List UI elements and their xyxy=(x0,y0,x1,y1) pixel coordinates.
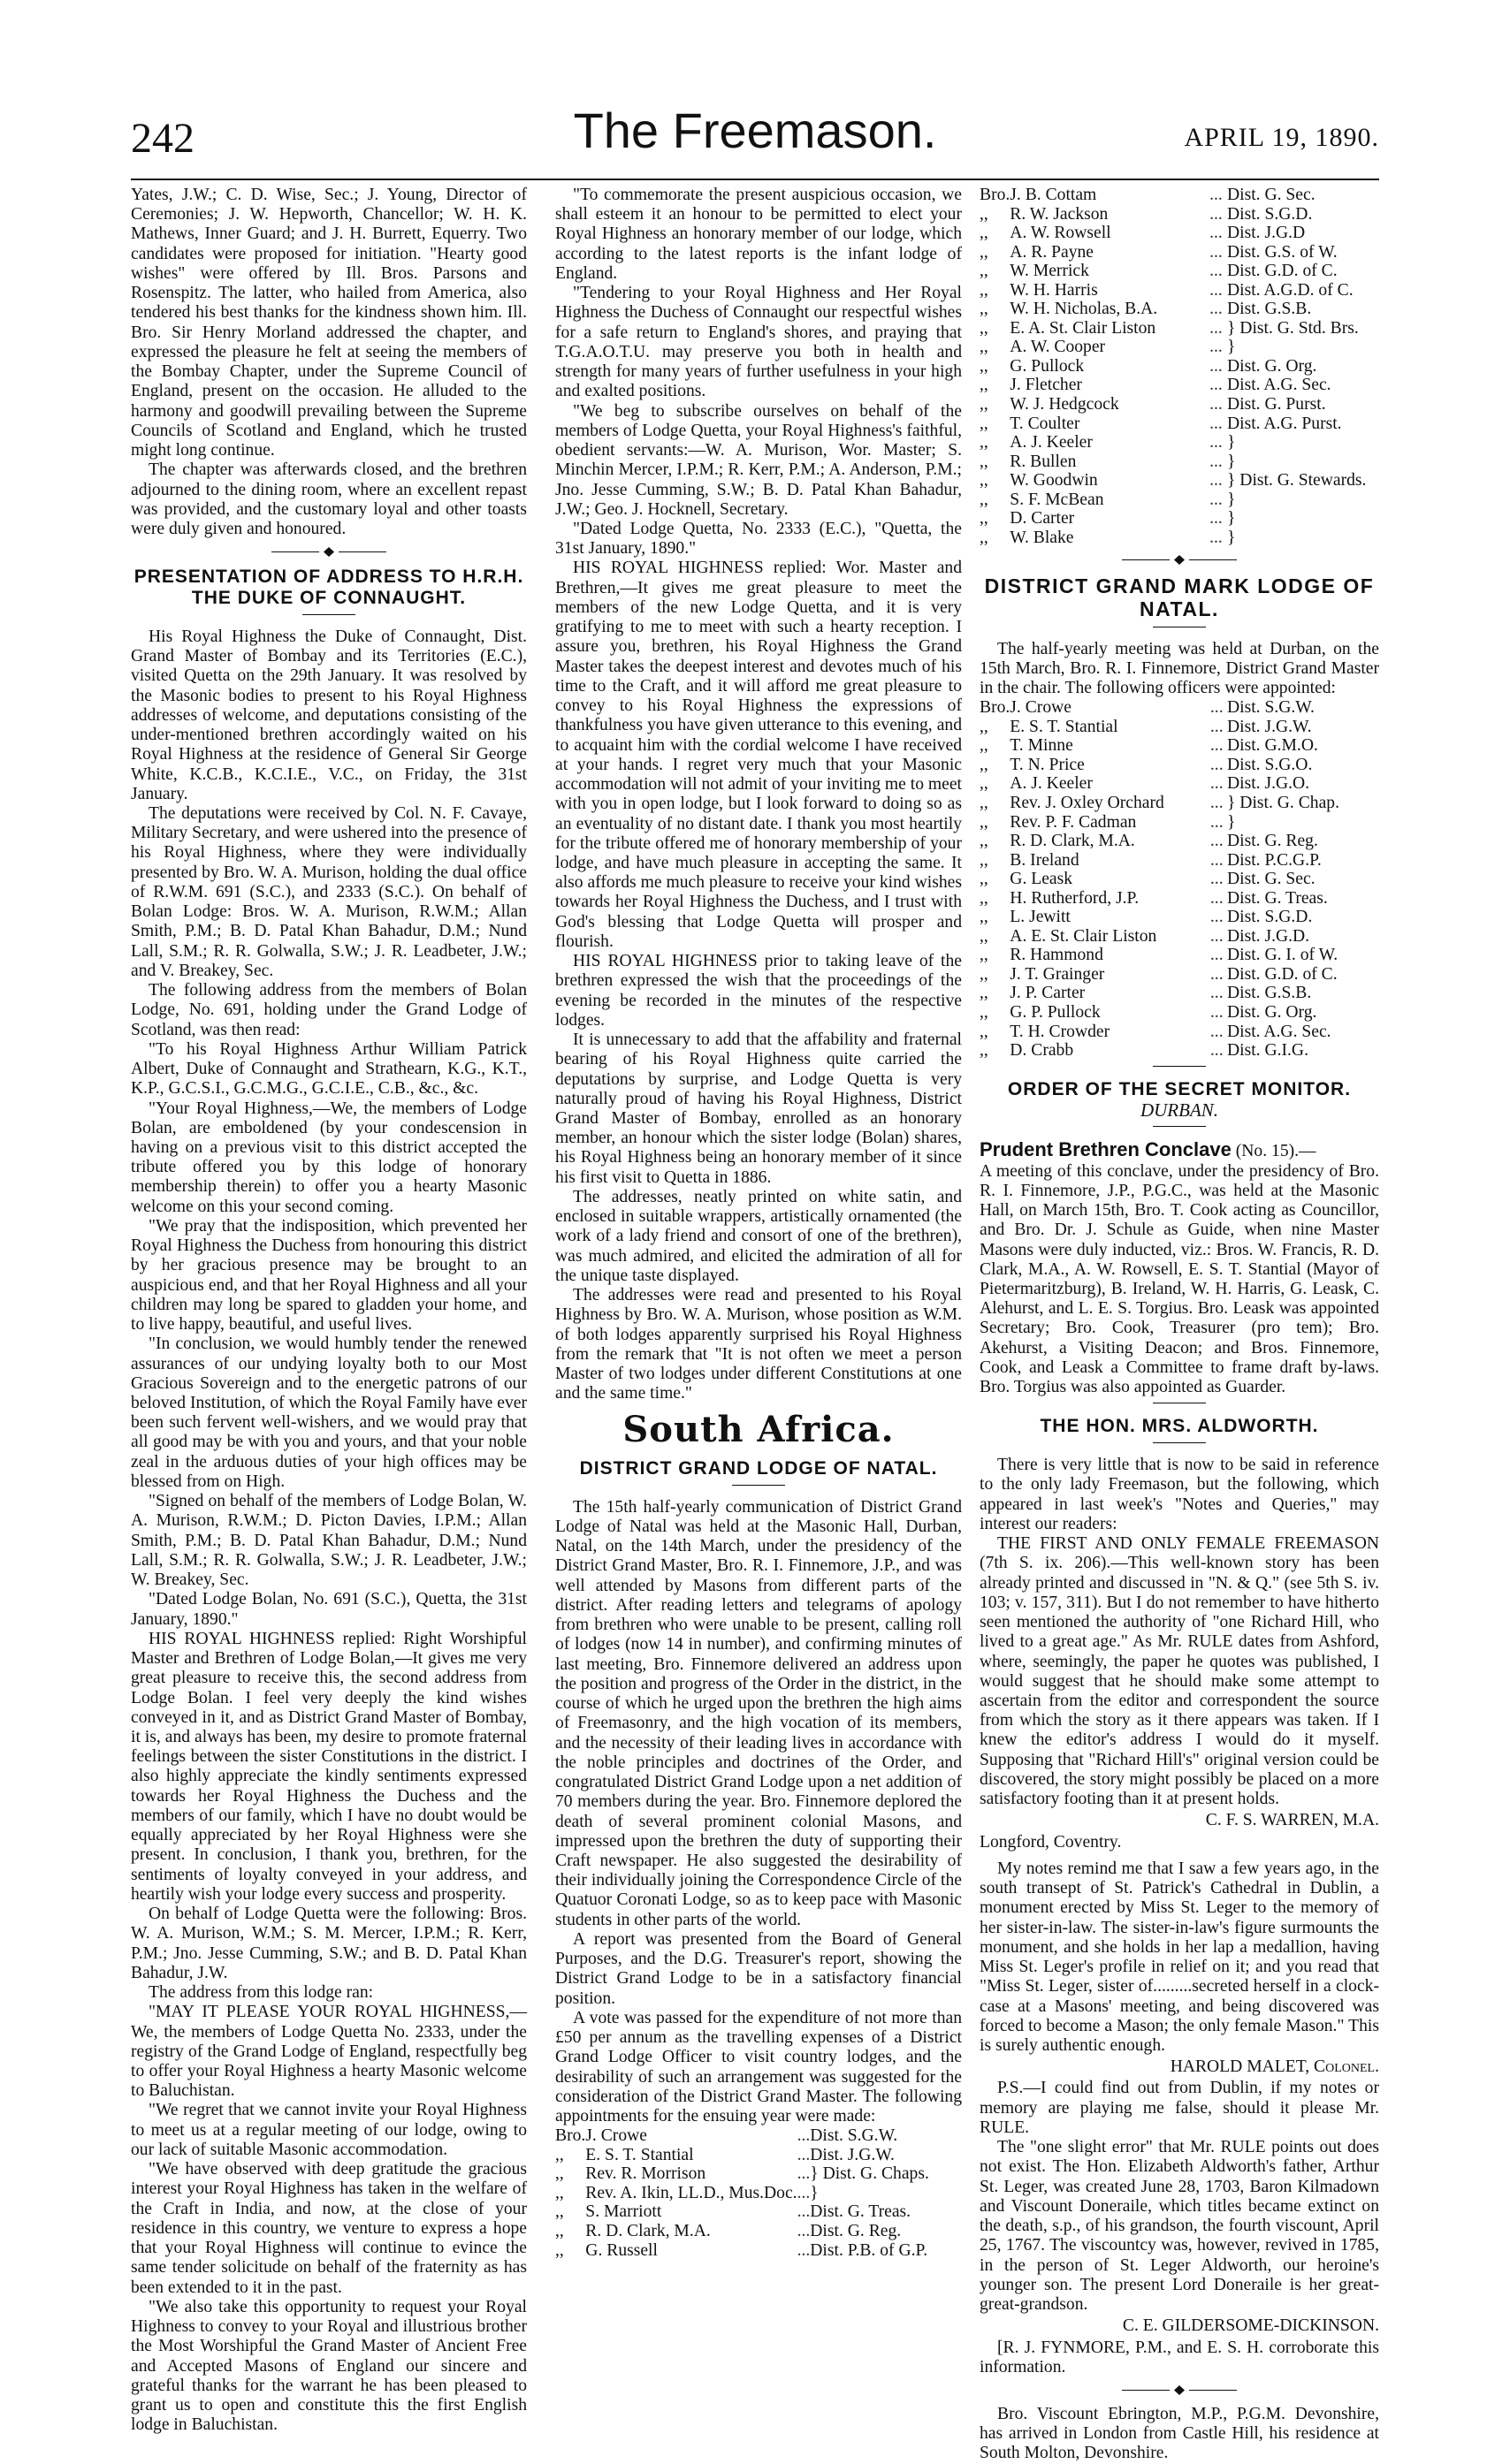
officers-table xyxy=(980,186,1379,547)
officer-office: } Dist. G. Chaps. xyxy=(810,2164,929,2184)
signature-place: Longford, Coventry. xyxy=(980,1832,1122,1852)
officer-name: G. Pullock xyxy=(1010,356,1085,376)
officer-row xyxy=(980,357,1379,376)
officer-prefix: ,, xyxy=(555,2164,564,2184)
section-divider-ornament xyxy=(1122,2384,1237,2396)
officer-row xyxy=(980,698,1379,718)
leader-dots: ... xyxy=(1209,262,1223,281)
officer-prefix: ,, xyxy=(980,908,988,927)
paragraph: The addresses, neatly printed on white satin, and enclosed in suitable wrappers, artistically ornamented (the work of a lady friend and consort of one of the brethren), was much admired, and elicited the admiration of all for the unique taste displayed. xyxy=(555,1187,962,1285)
section-heading: DISTRICT GRAND MARK LODGE OF NATAL. xyxy=(984,574,1375,621)
officer-row xyxy=(980,186,1379,205)
heading-underline xyxy=(1153,1126,1206,1127)
leader-dots: ... xyxy=(1209,300,1223,319)
leader-dots: ... xyxy=(797,2164,811,2184)
paragraph: On behalf of Lodge Quetta were the following: Bros. W. A. Murison, W.M.; S. M. Mercer, I.P.M.; R. Kerr, P.M.; Jno. Jesse Cumming, S.W.; and B. D. Patal Khan Bahadur, J.W. xyxy=(131,1905,527,1982)
leader-dots: ... xyxy=(1209,1022,1224,1041)
newspaper-title: The Freemason. xyxy=(573,103,937,158)
officer-name: Rev. P. F. Cadman xyxy=(1010,812,1137,832)
officer-name: J. T. Grainger xyxy=(1010,964,1105,984)
paragraph: HIS ROYAL HIGHNESS replied: Right Worshipful Master and Brethren of Lodge Bolan,—It gives me very great pleasure to receive this, the second address from Lodge Bolan. I feel very deeply the kind wishes conveyed in it, and as District Grand Master of Bombay, it is, and always has been, my desire to promote fraternal feelings between the sister Constitutions in the district. I also highly appreciate the kindly sentiments expressed towards her Royal Highness the Duchess and the members of our family, which I have no doubt would be equally appreciated by her Royal Highness were she present. In conclusion, I thank you, brethren, for the sentiments of loyalty conveyed in your address, and heartily wish your lodge every success and prosperity. xyxy=(131,1629,527,1904)
officer-office: Dist. G. Org. xyxy=(1227,1003,1317,1023)
officer-prefix: ,, xyxy=(980,395,988,414)
officer-office: } Dist. G. Chap. xyxy=(1227,794,1339,813)
officer-prefix: ,, xyxy=(980,356,988,376)
officer-prefix: ,, xyxy=(980,926,988,946)
officer-name: A. W. Rowsell xyxy=(1010,224,1111,243)
paragraph: A vote was passed for the expenditure of not more than £50 per annum as the travelling expenses of a District Grand Lodge Officer to visit country lodges, and the desirability of such an arrangement was suggested for the consideration of the District Grand Master. The following appointments for the ensuing year were made: xyxy=(555,2008,962,2126)
paragraph: The following address from the members of Bolan Lodge, No. 691, holding under the Grand Lodge of Scotland, was then read: xyxy=(131,981,527,1039)
leader-dots: ... xyxy=(1209,984,1224,1003)
officer-row xyxy=(980,1041,1379,1061)
officer-office: } xyxy=(1227,509,1236,529)
paragraph: "To commemorate the present auspicious occasion, we shall esteem it an honour to be permitted to elect your Royal Highness an honorary member of our lodge, which according to the latest reports is the infant lodge of England. xyxy=(555,186,962,283)
leader-dots: ... xyxy=(1209,964,1224,984)
paragraph: It is unnecessary to add that the affability and fraternal bearing of his Royal Highness quite carried the deputations by surprise, and Lodge Quetta is very naturally proud of having his Royal Highness, District Grand Master of Bombay, enrolled as an honorary member, an honour which the sister lodge (Bolan) shares, his Royal Highness being an honorary member of it since his first visit to Quetta in 1886. xyxy=(555,1030,962,1187)
officer-prefix: ,, xyxy=(980,1022,988,1041)
officer-prefix: ,, xyxy=(980,300,988,319)
officer-office: } xyxy=(1227,490,1236,509)
officer-prefix: ,, xyxy=(980,338,988,357)
page-number: 242 xyxy=(131,115,194,162)
officer-row xyxy=(980,813,1379,833)
officer-prefix: ,, xyxy=(980,794,988,813)
leader-dots: ... xyxy=(797,2183,811,2202)
officer-name: H. Rutherford, J.P. xyxy=(1010,888,1140,908)
signature: C. E. GILDERSOME-DICKINSON. xyxy=(1122,2316,1379,2336)
leader-dots: ... xyxy=(1209,186,1223,204)
officer-row xyxy=(980,509,1379,529)
officer-office: Dist. P.B. of G.P. xyxy=(810,2240,928,2260)
officer-office: Dist. G.S. of W. xyxy=(1227,242,1338,262)
section-heading: DISTRICT GRAND LODGE OF NATAL. xyxy=(579,1457,938,1479)
officer-row xyxy=(555,2184,962,2203)
section-subheading: DURBAN. xyxy=(1140,1099,1219,1121)
officer-name: T. H. Crowder xyxy=(1010,1022,1110,1041)
officer-office: Dist. G. Purst. xyxy=(1227,395,1326,414)
paragraph: "We also take this opportunity to request your Royal Highness to convey to your Royal and illustrious brother the Most Worshipful the Grand Master of Ancient Free and Accepted Masons of England our sincere and grateful thanks for the warrant he has been pleased to grant us to open and constitute this the first English lodge in Baluchistan. xyxy=(131,2297,527,2435)
officer-prefix: ,, xyxy=(980,204,988,224)
paragraph: A report was presented from the Board of General Purposes, and the D.G. Treasurer's report, showing the District Grand Lodge to be in a satisfactory financial position. xyxy=(555,1929,962,2008)
officer-row xyxy=(980,1003,1379,1023)
officer-name: L. Jewitt xyxy=(1010,908,1071,927)
officer-office: Dist. S.G.W. xyxy=(1227,698,1315,718)
leader-dots: ... xyxy=(1209,318,1223,338)
leader-dots: ... xyxy=(1209,471,1223,491)
paragraph: Bro. Viscount Ebrington, M.P., P.G.M. Devonshire, has arrived in London from Castle Hill, his residence at South Molton, Devonshire. xyxy=(980,2404,1379,2463)
officer-row xyxy=(980,338,1379,357)
officer-name: J. Fletcher xyxy=(1010,376,1082,395)
paragraph: HIS ROYAL HIGHNESS prior to taking leave of the brethren expressed the wish that the proceedings of the evening be recorded in the minutes of the respective lodges. xyxy=(555,952,962,1030)
heading-underline xyxy=(732,1485,785,1486)
appointments-table xyxy=(555,2126,962,2260)
paragraph: "We beg to subscribe ourselves on behalf of the members of Lodge Quetta, your Royal Highness's faithful, obedient servants:—W. A. Murison, Wor. Master; S. Minchin Mercer, I.P.M.; R. Kerr, P.M.; A. Anderson, P.M.; Jno. Jesse Cumming, S.W.; B. D. Patal Khan Bahadur, J.W.; Geo. J. Hocknell, Secretary. xyxy=(555,401,962,519)
officer-row xyxy=(980,736,1379,756)
officer-office: Dist. A.G. Sec. xyxy=(1227,1022,1331,1041)
leader-dots: ... xyxy=(797,2221,811,2240)
paragraph: [R. J. FYNMORE, P.M., and E. S. H. corroborate this information. xyxy=(980,2338,1379,2377)
officer-office: Dist. G. Treas. xyxy=(810,2202,911,2222)
officer-prefix: ,, xyxy=(980,964,988,984)
officer-name: R. W. Jackson xyxy=(1010,204,1109,224)
officer-prefix: ,, xyxy=(980,242,988,262)
officer-row xyxy=(980,908,1379,927)
officer-office: Dist. J.G.D xyxy=(1227,224,1306,243)
paragraph: "Tendering to your Royal Highness and Her Royal Highness the Duchess of Connaught our respectful wishes for a safe return to England's shores, and praying that T.G.A.O.T.U. may preserve you both in health and strength for many years of further usefulness in your high and exalted positions. xyxy=(555,284,962,401)
officer-office: Dist. S.G.D. xyxy=(1227,908,1313,927)
officer-name: T. Coulter xyxy=(1010,414,1080,433)
leader-dots: ... xyxy=(1209,490,1223,509)
paragraph: His Royal Highness the Duke of Connaught, Dist. Grand Master of Bombay and its Territories (E.C.), visited Quetta on the 29th January. It was resolved by the Masonic bodies to present to his Royal Highness addresses of welcome, and deputations consisting of the under-mentioned brethren accordingly waited on his Royal Highness at the residence of General Sir George White, K.C.B., K.C.I.E., V.C., on Friday, the 31st January. xyxy=(131,627,527,803)
officer-prefix: ,, xyxy=(980,433,988,452)
officer-office: Dist. G. Treas. xyxy=(1227,888,1328,908)
officer-office: Dist. P.C.G.P. xyxy=(1227,850,1322,870)
paragraph: The deputations were received by Col. N. F. Cavaye, Military Secretary, and were ushered into the presence of his Royal Highness, where they were individually presented by Bro. W. A. Murison, holding the dual office of R.W.M. 691 (S.C.), and 2333 (S.C.). On behalf of Bolan Lodge: Bros. W. A. Murison, R.W.M.; Allan Smith, P.M.; B. D. Patal Khan Bahadur, D.M.; Nund Lall, S.M.; R. R. Golwalla, S.W.; J. R. Leadbeter, J.W.; and V. Breakey, Sec. xyxy=(131,803,527,980)
leader-dots: ... xyxy=(1209,242,1223,262)
officer-name: R. D. Clark, M.A. xyxy=(1010,832,1135,851)
officer-row xyxy=(980,319,1379,338)
leader-dots: ... xyxy=(797,2202,811,2222)
officer-office: } xyxy=(1227,433,1236,452)
officer-row xyxy=(980,491,1379,510)
officer-prefix: ,, xyxy=(555,2221,564,2240)
officer-row xyxy=(980,281,1379,300)
officer-name: R. D. Clark, M.A. xyxy=(585,2221,711,2240)
officer-row xyxy=(980,224,1379,243)
paragraph: My notes remind me that I saw a few years ago, in the south transept of St. Patrick's Cathedral in Dublin, a monument erected by Miss St. Leger to the memory of her sister-in-law. The sister-in-law's figure surmounts the monument, and she holds in her lap a medallion, having Miss St. Leger's profile in relief on it; and you read that "Miss St. Leger, sister of.........secreted herself in a clock-case at a Masons' meeting, and being discovered was forced to become a Mason; the only female Mason." This is surely authentic enough. xyxy=(980,1859,1379,2055)
officer-name: D. Crabb xyxy=(1010,1041,1074,1061)
leader-dots: ... xyxy=(1209,812,1224,832)
signature: HAROLD MALET, Colonel. xyxy=(1170,2057,1379,2077)
officer-row xyxy=(555,2202,962,2222)
paragraph: "We pray that the indisposition, which prevented her Royal Highness the Duchess from honouring this district by her gracious presence may be brought to an auspicious end, and that her Royal Highness and all your children may long be spared to gladden your home, and to live happy, beautiful, and useful lives. xyxy=(131,1216,527,1335)
leader-dots: ... xyxy=(797,2240,811,2260)
officer-prefix: ,, xyxy=(980,832,988,851)
officer-name: R. Bullen xyxy=(1010,452,1077,471)
leader-dots: ... xyxy=(1209,774,1224,794)
officer-name: B. Ireland xyxy=(1010,850,1079,870)
officer-row xyxy=(980,965,1379,985)
leader-dots: ... xyxy=(1209,528,1223,547)
leader-dots: ... xyxy=(1209,1003,1224,1023)
paragraph: "We have observed with deep gratitude the gracious interest your Royal Highness has taken in the welfare of the Craft in India, and now, at the close of your residence in this country, we venture to express a hope that your Royal Highness will continue to evince the same tender solicitude on behalf of the fraternity as has been extended to it in the past. xyxy=(131,2160,527,2297)
issue-date: APRIL 19, 1890. xyxy=(1184,123,1379,152)
officer-office: Dist. G.I.G. xyxy=(1227,1041,1308,1061)
leader-dots: ... xyxy=(1209,509,1223,529)
officer-prefix: ,, xyxy=(980,318,988,338)
officer-prefix: ,, xyxy=(980,812,988,832)
officer-office: Dist. J.G.W. xyxy=(1227,717,1312,736)
officer-row xyxy=(980,414,1379,434)
officer-office: } Dist. G. Std. Brs. xyxy=(1227,318,1359,338)
signature: C. F. S. WARREN, M.A. xyxy=(1205,1811,1379,1830)
officer-prefix: ,, xyxy=(980,414,988,433)
conclave-number: (No. 15).— xyxy=(1235,1142,1316,1161)
paragraph: "Your Royal Highness,—We, the members of Lodge Bolan, are emboldened (by your condescension in having on a previous visit to this district accepted the tribute offered you by this lodge of honorary membership therein) to offer you a hearty Masonic welcome on this your second coming. xyxy=(131,1099,527,1216)
officer-office: Dist. S.G.D. xyxy=(1227,204,1313,224)
officer-row xyxy=(980,946,1379,965)
officer-office: } Dist. G. Stewards. xyxy=(1227,471,1367,491)
paragraph: THE FIRST AND ONLY FEMALE FREEMASON (7th S. ix. 206).—This well-known story has been already printed and discussed in "N. & Q." (see 5th S. iv. 103; v. 157, 311). But I do not remember to have hitherto seen mentioned the authority of "one Richard Hill, who lived to a great age." As Mr. RULE dates from Ashford, where, seemingly, the paper he quotes was published, I would suggest that he should make some attempt to ascertain from the editor and correspondent the source from which the story as it there appears was taken. If I knew the editor's address I would do it myself. Supposing that "Richard Hill's" original version could be discovered, the story might possibly be placed on a more satisfactory footing than it at present holds. xyxy=(980,1534,1379,1809)
officer-prefix: ,, xyxy=(980,850,988,870)
officer-prefix: ,, xyxy=(555,2240,564,2260)
officer-office: Dist. G. I. of W. xyxy=(1227,946,1338,965)
officer-name: J. P. Carter xyxy=(1010,984,1086,1003)
officer-name: T. N. Price xyxy=(1010,755,1085,774)
officer-row xyxy=(980,794,1379,813)
leader-dots: ... xyxy=(1209,376,1223,395)
officer-name: S. F. McBean xyxy=(1010,490,1104,509)
paragraph: HIS ROYAL HIGHNESS replied: Wor. Master and Brethren,—It gives me great pleasure to meet the members of the new Lodge Quetta, and it is very gratifying to me to meet with such a hearty reception. I assure you, brethren, his Royal Highness the Grand Master takes the deepest interest and devotes much of his time to the Craft, and it will afford me great pleasure to convey to his Royal Highness the expressions of thankfulness you have given utterance to this evening, and to acquaint him with the cordial welcome I have received at your hands. I regret very much that your Masonic accommodation will not admit of your inviting me to meet with you in open lodge, but I look forward to doing so as an eventuality of no distant date. I thank you most heartily for the tribute offered me of honorary membership of your lodge, and have much pleasure in accepting the same. It also affords me much pleasure to receive your kind wishes towards her Royal Highness the Duchess, and I trust with God's blessing that Lodge Quetta will prosper and flourish. xyxy=(555,559,962,951)
paragraph: The half-yearly meeting was held at Durban, on the 15th March, Bro. R. I. Finnemore, District Grand Master in the chair. The following officers were appointed: xyxy=(980,639,1379,698)
paragraph xyxy=(980,1139,1379,1161)
leader-dots: ... xyxy=(1209,224,1223,243)
officer-name: A. J. Keeler xyxy=(1010,774,1093,794)
officer-name: W. Goodwin xyxy=(1010,471,1098,491)
officer-office: Dist. G.D. of C. xyxy=(1227,964,1338,984)
officer-prefix: ,, xyxy=(980,490,988,509)
masthead xyxy=(131,102,1379,181)
column-1 xyxy=(131,186,527,2435)
officer-office: Dist. S.G.O. xyxy=(1227,755,1313,774)
officer-office: Dist. G. Reg. xyxy=(810,2221,902,2240)
officer-row xyxy=(980,395,1379,414)
paragraph: The addresses were read and presented to his Royal Highness by Bro. W. A. Murison, whose position as W.M. of both lodges apparently surprised his Royal Highness from the remark that "It is not often we meet a person Master of two lodges under different Constitutions at one and the same time." xyxy=(555,1286,962,1403)
paragraph: A meeting of this conclave, under the presidency of Bro. R. I. Finnemore, J.P., P.G.C., was held at the Masonic Hall, on March 15th, Bro. T. Cook acting as Councillor, and Bro. Dr. J. Schule as Guide, when nine Master Masons were duly inducted, viz.: Bros. W. Francis, R. D. Clark, M.A., A. W. Rowsell, E. S. T. Stantial (Mayor of Pietermaritzburg), B. Ireland, W. H. Harris, G. Leask, C. Alehurst, and L. E. S. Torgius. Bro. Leask was appointed Secretary; Bro. Cook, Treasurer (pro tem); Bro. Akehurst, a Visiting Deacon; and Bros. Finnemore, Cook, and Leask a Committee to frame draft by-laws. Bro. Torgius was also appointed as Guarder. xyxy=(980,1161,1379,1397)
leader-dots: ... xyxy=(1209,832,1224,851)
leader-dots: ... xyxy=(1209,395,1223,414)
officer-office: Dist. G.S.B. xyxy=(1227,984,1312,1003)
officer-row xyxy=(980,1023,1379,1042)
paragraph: Yates, J.W.; C. D. Wise, Sec.; J. Young, Director of Ceremonies; J. W. Hepworth, Chancellor; W. H. K. Mathews, Inner Guard; and J. H. Burrett, Equerry. Two candidates were proposed for initiation. "Hearty good wishes" were offered by Ill. Bros. Parsons and Rosenspitz. The latter, who hailed from America, also tendered his best thanks for the kindness shown him. Ill. Bro. Sir Henry Morland addressed the chapter, and expressed the pleasure he felt at seeing the members of the Bombay Chapter, under the Supreme Council of England, present on the occasion. He alluded to the harmony and goodwill prevailing between the Supreme Councils of Scotland and England, which he trusted might long continue. xyxy=(131,186,527,460)
officer-row xyxy=(980,300,1379,319)
leader-dots: ... xyxy=(1209,452,1223,471)
mark-officers-table xyxy=(980,698,1379,1060)
officer-name: Rev. A. Ikin, LL.D., Mus.Doc. xyxy=(585,2183,797,2202)
officer-prefix: ,, xyxy=(980,984,988,1003)
officer-row xyxy=(980,433,1379,452)
officer-prefix: ,, xyxy=(980,452,988,471)
officer-row xyxy=(980,832,1379,851)
officer-name: T. Minne xyxy=(1010,736,1073,756)
officer-prefix: ,, xyxy=(980,1041,988,1061)
officer-prefix: ,, xyxy=(555,2202,564,2222)
officer-prefix: ,, xyxy=(980,509,988,529)
officer-name: E. A. St. Clair Liston xyxy=(1010,318,1156,338)
officer-office: } xyxy=(1227,338,1236,357)
officer-prefix: ,, xyxy=(980,224,988,243)
leader-dots: ... xyxy=(1209,888,1224,908)
officer-row xyxy=(980,471,1379,491)
column-3 xyxy=(980,186,1379,2463)
officer-row xyxy=(980,243,1379,262)
section-rule xyxy=(1153,1066,1206,1067)
officer-office: Dist. J.G.O. xyxy=(1227,774,1310,794)
officer-prefix: ,, xyxy=(980,376,988,395)
officer-prefix: ,, xyxy=(980,946,988,965)
officer-name: A. W. Cooper xyxy=(1010,338,1106,357)
officer-prefix: ,, xyxy=(980,1003,988,1023)
section-heading: THE HON. MRS. ALDWORTH. xyxy=(1040,1416,1319,1437)
officer-name: W. H. Nicholas, B.A. xyxy=(1010,300,1158,319)
officer-office: } xyxy=(1227,812,1236,832)
officer-prefix: ,, xyxy=(980,870,988,889)
officer-row xyxy=(555,2222,962,2241)
leader-dots: ... xyxy=(1209,698,1224,718)
section-heading: PRESENTATION OF ADDRESS TO H.R.H. THE DUKE OF CONNAUGHT. xyxy=(133,567,524,609)
officer-name: S. Marriott xyxy=(585,2202,662,2222)
section-divider-ornament xyxy=(271,546,386,558)
officer-row xyxy=(980,376,1379,395)
leader-dots: ... xyxy=(1209,356,1223,376)
section-heading: ORDER OF THE SECRET MONITOR. xyxy=(1007,1078,1352,1099)
officer-name: G. P. Pullock xyxy=(1010,1003,1101,1023)
leader-dots: ... xyxy=(1209,204,1223,224)
leader-dots: ... xyxy=(1209,433,1223,452)
officer-name: W. Merrick xyxy=(1010,262,1089,281)
leader-dots: ... xyxy=(1209,338,1223,357)
officer-prefix: ,, xyxy=(980,528,988,547)
officer-prefix: Bro. xyxy=(555,2126,586,2146)
officer-row xyxy=(980,262,1379,281)
column-2 xyxy=(555,186,962,2260)
leader-dots: ... xyxy=(1209,794,1224,813)
officer-name: G. Leask xyxy=(1010,870,1073,889)
conclave-title: Prudent Brethren Conclave xyxy=(980,1138,1232,1161)
officer-name: J. Crowe xyxy=(1010,698,1071,718)
officer-prefix: Bro. xyxy=(980,698,1010,718)
leader-dots: ... xyxy=(1209,1041,1224,1061)
officer-row xyxy=(980,889,1379,909)
officer-name: E. S. T. Stantial xyxy=(585,2145,694,2164)
officer-name: R. Hammond xyxy=(1010,946,1103,965)
paragraph: "In conclusion, we would humbly tender the renewed assurances of our undying loyalty both to our Most Gracious Sovereign and to the energetic patrons of our beloved Institution, of which the Royal Family have ever been such fervent well-wishers, and we would pray that all good may be with you and yours, and that your noble zeal in the arduous duties of your high offices may be blessed from on High. xyxy=(131,1335,527,1491)
officer-prefix: ,, xyxy=(555,2183,564,2202)
officer-office: Dist. G.S.B. xyxy=(1227,300,1312,319)
officer-prefix: ,, xyxy=(980,262,988,281)
officer-office: } xyxy=(1227,452,1236,471)
officer-row xyxy=(980,774,1379,794)
leader-dots: ... xyxy=(1209,414,1223,433)
masthead-rule xyxy=(131,179,1379,180)
officer-office: Dist. G.M.O. xyxy=(1227,736,1318,756)
officer-prefix: ,, xyxy=(980,774,988,794)
leader-dots: ... xyxy=(797,2126,811,2146)
officer-name: W. J. Hedgcock xyxy=(1010,395,1119,414)
officer-row xyxy=(980,718,1379,737)
officer-prefix: ,, xyxy=(980,888,988,908)
paragraph: P.S.—I could find out from Dublin, if my notes or memory are playing me false, should it please Mr. RULE. xyxy=(980,2079,1379,2137)
officer-office: Dist. G. Reg. xyxy=(1227,832,1318,851)
paragraph: "MAY IT PLEASE YOUR ROYAL HIGHNESS,—We, the members of Lodge Quetta No. 2333, under the registry of the Grand Lodge of England, respectfully beg to offer your Royal Highness a hearty Masonic welcome to Baluchistan. xyxy=(131,2003,527,2101)
paragraph: "To his Royal Highness Arthur William Patrick Albert, Duke of Connaught and Strathearn, K.G., K.T., K.P., G.C.S.I., G.C.M.G., G.C.I.E., C.B., &c., &c. xyxy=(131,1039,527,1099)
officer-office: Dist. G.D. of C. xyxy=(1227,262,1338,281)
officer-row xyxy=(980,851,1379,871)
leader-dots: ... xyxy=(1209,736,1224,756)
officer-name: Rev. J. Oxley Orchard xyxy=(1010,794,1164,813)
officer-prefix: ,, xyxy=(980,755,988,774)
leader-dots: ... xyxy=(1209,926,1224,946)
leader-dots: ... xyxy=(1209,280,1223,300)
officer-name: A. E. St. Clair Liston xyxy=(1010,926,1157,946)
officer-row xyxy=(980,205,1379,224)
leader-dots: ... xyxy=(1209,755,1224,774)
officer-office: Dist. G. Sec. xyxy=(1227,186,1316,204)
officer-prefix: ,, xyxy=(980,471,988,491)
paragraph: The 15th half-yearly communication of District Grand Lodge of Natal was held at the Masonic Hall, Durban, Natal, on the 14th March, under the presidency of the District Grand Master, Bro. R. I. Finnemore, J.P., and was well attended by Masons from different parts of the district. After reading letters and telegrams of apology from brethren who were unable to be present, calling roll of lodges (now 14 in number), and confirming minutes of last meeting, Bro. Finnemore delivered an address upon the position and progress of the Order in the district, in the course of which he urged upon the brethren the high aims of Freemasonry, and the high vocation of its members, and the necessity of their leading lives in accordance with the noble principles and doctrines of the Order, and congratulated District Grand Lodge upon a net addition of 70 members during the year. Bro. Finnemore deplored the death of several prominent colonial Masons, and impressed upon the brethren the duty of supporting their Craft newspaper. He also suggested the desirability of their individually joining the Correspondence Circle of the Quatuor Coronati Lodge, so as to keep pace with Masonic students in other parts of the world. xyxy=(555,1497,962,1929)
officer-row xyxy=(555,2146,962,2165)
officer-office: Dist. S.G.W. xyxy=(810,2126,898,2146)
leader-dots: ... xyxy=(1209,908,1224,927)
officer-row xyxy=(980,927,1379,947)
paragraph: There is very little that is now to be said in reference to the only lady Freemason, but the following, which appeared in last week's "Notes and Queries," may interest our readers: xyxy=(980,1456,1379,1533)
officer-prefix: Bro. xyxy=(980,186,1010,204)
officer-name: J. B. Cottam xyxy=(1010,186,1097,204)
officer-prefix: ,, xyxy=(555,2145,564,2164)
officer-name: W. H. Harris xyxy=(1010,280,1098,300)
leader-dots: ... xyxy=(797,2145,811,2164)
officer-office: } xyxy=(810,2183,819,2202)
officer-office: Dist. A.G. Purst. xyxy=(1227,414,1342,433)
officer-office: Dist. G. Sec. xyxy=(1227,870,1316,889)
officer-row xyxy=(555,2126,962,2146)
officer-name: D. Carter xyxy=(1010,509,1075,529)
officer-name: E. S. T. Stantial xyxy=(1010,717,1118,736)
leader-dots: ... xyxy=(1209,946,1224,965)
leader-dots: ... xyxy=(1209,870,1224,889)
officer-row xyxy=(555,2164,962,2184)
heading-underline xyxy=(302,614,355,615)
officer-office: Dist. A.G.D. of C. xyxy=(1227,280,1354,300)
paragraph: The chapter was afterwards closed, and the brethren adjourned to the dining room, where an excellent repast was provided, and the customary loyal and other toasts were duly given and honoured. xyxy=(131,460,527,538)
leader-dots: ... xyxy=(1209,717,1224,736)
officer-name: A. J. Keeler xyxy=(1010,433,1093,452)
paragraph: The "one slight error" that Mr. RULE points out does not exist. The Hon. Elizabeth Aldworth's father, Arthur St. Leger, was created June 28, 1703, Baron Kilmadown and Viscount Doneraile, which titles became extinct on the death, s.p., of his grandson, the fourth viscount, April 25, 1767. The viscountcy was, however, revived in 1785, in the person of St. Leger Aldworth, our heroine's younger son. The present Lord Doneraile is her great-great-grandson. xyxy=(980,2138,1379,2315)
paragraph: "Dated Lodge Quetta, No. 2333 (E.C.), "Quetta, the 31st January, 1890." xyxy=(555,519,962,559)
heading-underline xyxy=(1153,1442,1206,1443)
blackletter-heading: South Africa. xyxy=(622,1408,895,1450)
officer-name: W. Blake xyxy=(1010,528,1074,547)
officer-row xyxy=(555,2241,962,2261)
officer-prefix: ,, xyxy=(980,736,988,756)
paragraph: "Signed on behalf of the members of Lodge Bolan, W. A. Murison, R.W.M.; D. Picton Davies, I.P.M.; Allan Smith, P.M.; B. D. Patal Khan Bahadur, D.M.; Nund Lall, S.M.; R. R. Golwalla, S.W.; J. R. Leadbeter, J.W.; W. Breakey, Sec. xyxy=(131,1492,527,1590)
officer-name: G. Russell xyxy=(585,2240,658,2260)
paragraph: The address from this lodge ran: xyxy=(149,1983,374,2003)
officer-office: Dist. J.G.W. xyxy=(810,2145,895,2164)
leader-dots: ... xyxy=(1209,850,1224,870)
officer-office: } xyxy=(1227,528,1236,547)
officer-row xyxy=(980,529,1379,548)
officer-office: Dist. G. Org. xyxy=(1227,356,1317,376)
officer-prefix: ,, xyxy=(980,280,988,300)
officer-office: Dist. A.G. Sec. xyxy=(1227,376,1331,395)
officer-name: A. R. Payne xyxy=(1010,242,1094,262)
officer-prefix: ,, xyxy=(980,717,988,736)
paragraph: "We regret that we cannot invite your Royal Highness to meet us at a regular meeting of our lodge, owing to our lack of suitable Masonic accommodation. xyxy=(131,2101,527,2159)
officer-row xyxy=(980,756,1379,775)
paragraph: "Dated Lodge Bolan, No. 691 (S.C.), Quetta, the 31st January, 1890." xyxy=(131,1590,527,1629)
officer-row xyxy=(980,452,1379,472)
officer-row xyxy=(980,984,1379,1003)
section-divider-ornament xyxy=(1122,554,1237,566)
officer-office: Dist. J.G.D. xyxy=(1227,926,1310,946)
officer-name: J. Crowe xyxy=(585,2126,647,2146)
officer-row xyxy=(980,870,1379,889)
officer-name: Rev. R. Morrison xyxy=(585,2164,706,2184)
